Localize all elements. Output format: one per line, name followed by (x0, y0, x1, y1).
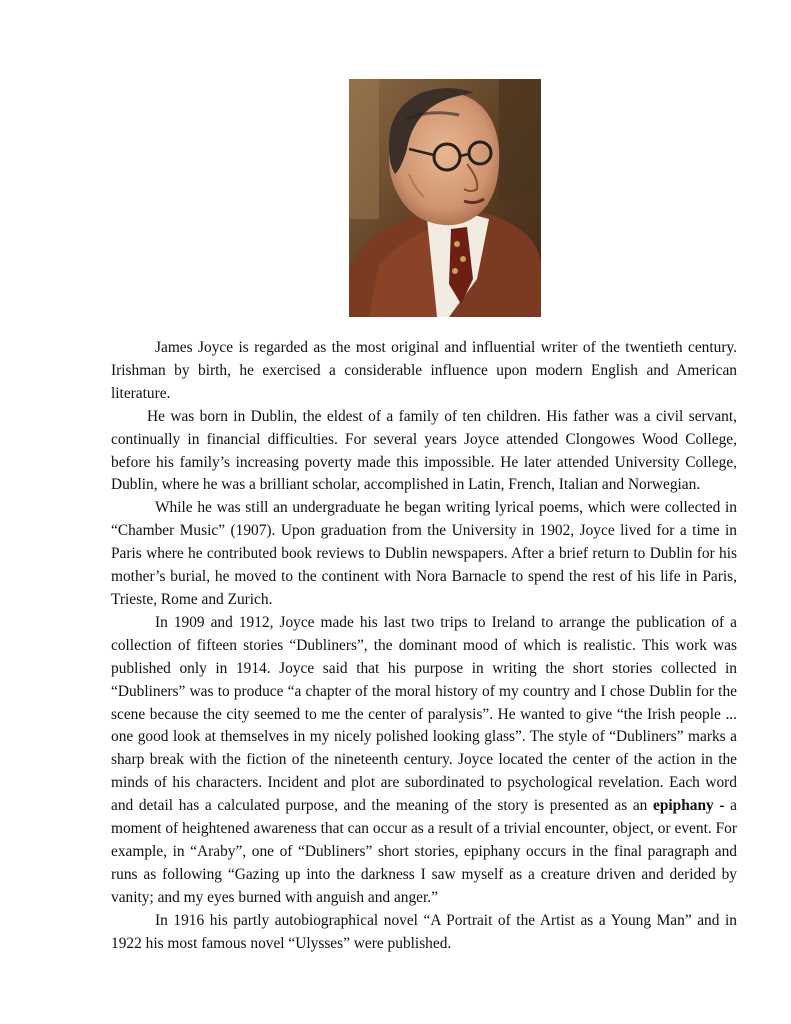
epiphany-term: epiphany - (653, 797, 725, 815)
paragraph-poems-and-emigration: While he was still an undergraduate he began writing lyrical poems, which were collected in “Chamber Music” (1907). Upon graduation from the University in 1902, Joyce lived for a time in Paris where he contributed book reviews to Dublin newspapers. After a brief return to Dublin for his mother’s burial, he moved to the continent with Nora Barnacle to spend the rest of his life in Paris, Trieste, Rome and Zurich. (111, 499, 737, 608)
author-portrait (349, 79, 541, 317)
biography-text (111, 337, 737, 955)
paragraph-early-life: He was born in Dublin, the eldest of a family of ten children. His father was a civil servant, continually in financial difficulties. For several years Joyce attended Clongowes Wood College, before his family’s increasing poverty made this impossible. He later attended University College, Dublin, where he was a brilliant scholar, accomplished in Latin, French, Italian and Norwegian. (111, 407, 737, 494)
dubliners-text-before: In 1909 and 1912, Joyce made his last two trips to Ireland to arrange the publication of a collection of fifteen stories “Dubliners”, the dominant mood of which is realistic. This work was published only in 1914. Joyce said that his purpose in writing the short stories collected in “Dubliners” was to produce “a chapter of the moral history of my country and I chose Dublin for the scene because the city seemed to me the center of paralysis”. He wanted to give “the Irish people ... one good look at themselves in my nicely polished looking glass”. The style of “Dubliners” marks a sharp break with the fiction of the nineteenth century. Joyce located the center of the action in the minds of his characters. Incident and plot are subordinated to psychological revelation. Each word and detail has a calculated purpose, and the meaning of the story is presented as an (111, 613, 737, 815)
paragraph-novels: In 1916 his partly autobiographical novel “A Portrait of the Artist as a Young Man” and in 1922 his most famous novel “Ulysses” were published. (111, 911, 737, 952)
dubliners-text-after: a moment of heightened awareness that can occur as a result of a trivial encounter, object, or event. For example, in “Araby”, one of “Dubliners” short stories, epiphany occurs in the final paragraph and runs as following “Gazing up into the darkness I saw myself as a creature driven and derided by vanity; and my eyes burned with anguish and anger.” (111, 797, 737, 906)
portrait-image (349, 79, 541, 317)
paragraph-intro: James Joyce is regarded as the most original and influential writer of the twentieth century. Irishman by birth, he exercised a considerable influence upon modern English and American literature. (111, 339, 737, 402)
paragraph-dubliners (111, 612, 737, 910)
